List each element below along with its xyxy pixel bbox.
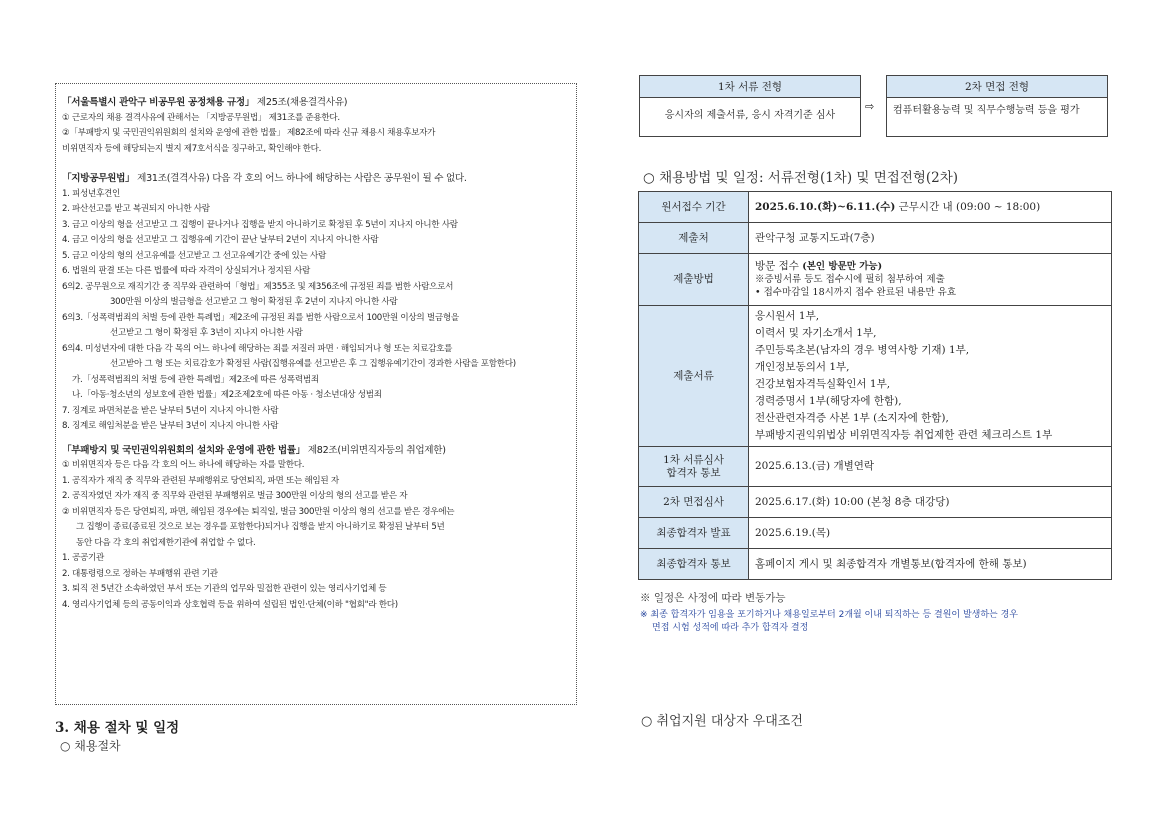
sec2-line: 3. 금고 이상의 형을 선고받고 그 집행이 끝나거나 집행을 받지 아니하기로 확정된 후 5년이 지나지 아니한 사람 [62, 219, 458, 230]
sec3-line: ① 비위면직자 등은 다음 각 호의 어느 하나에 해당하는 자를 말한다. [62, 460, 305, 470]
sec2-line: 가.「성폭력범죄의 처벌 등에 관한 특례법」제2조에 따른 성폭력범죄 [72, 374, 319, 385]
table-row [639, 254, 1112, 306]
row-key: 최종합격자 발표 [639, 518, 749, 549]
note-line: ※ 최종 합격자가 임용을 포기하거나 채용일로부터 2개월 이내 퇴직하는 등 결원이 발생하는 경우 [640, 610, 1018, 620]
sec2-line: 4. 금고 이상의 형을 선고받고 그 집행유예 기간이 끝난 날부터 2년이 지나지 아니한 사람 [62, 235, 379, 245]
method-note: (본인 방문만 가능) [802, 261, 883, 272]
method-line [755, 260, 1105, 273]
sec3-line: 그 집행이 종료(종료된 것으로 보는 경우를 포함한다)되거나 집행을 받지 아니하기로 확정된 날부터 5년 [76, 522, 445, 532]
row-key: 제출처 [639, 223, 749, 254]
row-value: 2025.6.17.(화) 10:00 (본청 8층 대강당) [749, 487, 1112, 518]
flow-step-1-title: 1차 서류 전형 [640, 76, 860, 98]
receipt-hours: 근무시간 내 (09:00 ~ 18:00) [895, 200, 1041, 213]
doc-item: 경력증명서 1부(해당자에 한함), [755, 395, 902, 407]
sec2-line: 5. 금고 이상의 형의 선고유예를 선고받고 그 선고유예기간 중에 있는 사람 [62, 250, 326, 261]
row-key: 최종합격자 통보 [639, 549, 749, 580]
row-value [749, 192, 1112, 223]
row-key: 제출서류 [639, 306, 749, 447]
row-key: 제출방법 [639, 254, 749, 306]
method-line: ※증빙서류 등도 접수시에 필히 첨부하여 제출 [755, 274, 945, 285]
flow-step-2 [886, 75, 1108, 137]
support-title: ○ 취업지원 대상자 우대조건 [641, 714, 803, 729]
sec2-line: 8. 징계로 해임처분을 받은 날부터 3년이 지나지 아니한 사람 [62, 421, 279, 431]
sec2-line: 7. 징계로 파면처분을 받은 날부터 5년이 지나지 아니한 사람 [62, 405, 279, 416]
method-main: 방문 접수 [755, 260, 803, 272]
sec3-title: 「부패방지 및 국민권익위원회의 설치와 운영에 관한 법률」 [62, 444, 306, 456]
method-line: • 접수마감일 18시까지 접수 완료된 내용만 유효 [755, 287, 956, 298]
sec2-line: 6. 법원의 판결 또는 다른 법률에 따라 자격이 상실되거나 정지된 사람 [62, 266, 310, 276]
sec1-line: ① 근로자의 채용 결격사유에 관해서는 「지방공무원법」 제31조를 준용한다. [62, 112, 340, 123]
doc-item: 개인정보동의서 1부, [755, 361, 850, 373]
sec2-line: 나.「아동·청소년의 성보호에 관한 법률」제2조제2호에 따른 아동 · 청소년대상 성범죄 [72, 390, 382, 400]
row-value [749, 306, 1112, 447]
sec2-title: 「지방공무원법」 [62, 173, 135, 184]
row-key: 원서접수 기간 [639, 192, 749, 223]
sec3-line: 2. 대통령령으로 정하는 부패행위 관련 기관 [62, 568, 218, 579]
sec2-line: 6의2. 공무원으로 재직기간 중 직무와 관련하여「형법」제355조 및 제356조에 규정된 죄를 범한 사람으로서 [62, 281, 454, 292]
table-row [639, 549, 1112, 580]
sec3-line: 1. 공공기관 [62, 553, 105, 563]
doc-item: 이력서 및 자기소개서 1부, [755, 327, 877, 339]
row-value: 2025.6.13.(금) 개별연락 [749, 447, 1112, 487]
row-key-line: 합격자 통보 [666, 466, 721, 479]
sec2-line: 선고받고 그 형이 확정된 후 3년이 지나지 아니한 사람 [110, 328, 303, 338]
row-value: 홈페이지 게시 및 최종합격자 개별통보(합격자에 한해 통보) [749, 549, 1112, 580]
sec2-line: 6의3.「성폭력범죄의 처벌 등에 관한 특례법」제2조에 규정된 죄를 범한 사람으로서 100만원 이상의 벌금형을 [62, 312, 459, 323]
receipt-dates: 2025.6.10.(화)~6.11.(수) [755, 200, 896, 213]
table-row [639, 518, 1112, 549]
doc-item: 응시원서 1부, [755, 310, 820, 322]
row-key-line: 1차 서류심사 [663, 453, 724, 466]
sec3-line: 동안 다음 각 호의 취업제한기관에 취업할 수 없다. [76, 537, 256, 548]
doc-item: 부패방지권익위법상 비위면직자등 취업제한 관련 체크리스트 1부 [755, 429, 1053, 441]
note-line: 면접 시험 성적에 따라 추가 합격자 결정 [652, 623, 809, 633]
sec3-line: 1. 공직자가 재직 중 직무와 관련된 부패행위로 당연퇴직, 파면 또는 해임된 자 [62, 475, 339, 486]
sec3-line: ② 비위면직자 등은 당연퇴직, 파면, 해임된 경우에는 퇴직일, 벌금 300만원 이상의 형의 선고를 받은 경우에는 [62, 506, 455, 517]
sec1-line: 비위면직자 등에 해당되는지 별지 제7호서식을 징구하고, 확인해야 한다. [62, 143, 322, 154]
row-value: 2025.6.19.(목) [749, 518, 1112, 549]
sec2-line: 300만원 이상의 벌금형을 선고받고 그 형이 확정된 후 2년이 지나지 아니한 사람 [110, 297, 398, 307]
table-row [639, 447, 1112, 487]
row-key [639, 447, 749, 487]
sec2-title-rest: 제31조(결격사유) 다음 각 호의 어느 하나에 해당하는 사람은 공무원이 될 수 없다. [134, 173, 467, 184]
table-row [639, 306, 1112, 447]
table-row [639, 487, 1112, 518]
row-key: 2차 면접심사 [639, 487, 749, 518]
process-subtitle: ○ 채용절차 [60, 739, 121, 753]
schedule-note: ※ 일정은 사정에 따라 변동가능 [640, 592, 786, 604]
row-value [749, 254, 1112, 306]
doc-item: 전산관련자격증 사본 1부 (소지자에 한함), [755, 412, 949, 424]
flow-step-2-desc: 컴퓨터활용능력 및 직무수행능력 등을 평가 [893, 105, 1080, 116]
sec1-line: ②「부패방지 및 국민권익위원회의 설치와 운영에 관한 법률」 제82조에 따라 신규 채용시 채용후보자가 [62, 128, 436, 138]
section-3-title: 3. 채용 절차 및 일정 [55, 720, 180, 736]
sec1-title-rest: 제25조(채용결격사유) [254, 97, 348, 108]
row-value: 관악구청 교통지도과(7층) [749, 223, 1112, 254]
sec2-line: 2. 파산선고를 받고 복권되지 아니한 사람 [62, 204, 210, 214]
schedule-table [638, 191, 1112, 580]
sec2-heading [62, 171, 570, 187]
flow-arrow-icon: ⇨ [865, 100, 875, 113]
legal-excerpt-box [55, 83, 577, 705]
doc-item: 건강보험자격득실확인서 1부, [755, 378, 891, 390]
sec3-line: 3. 퇴직 전 5년간 소속하였던 부서 또는 기관의 업무와 밀접한 관련이 있는 영리사기업체 등 [62, 584, 387, 594]
additional-pass-note [640, 609, 1120, 635]
flow-step-1 [639, 75, 861, 137]
table-row [639, 192, 1112, 223]
flow-step-1-desc: 응시자의 제출서류, 응시 자격기준 심사 [664, 110, 836, 121]
sec3-heading [62, 443, 570, 459]
doc-item: 주민등록초본(남자의 경우 병역사항 기재) 1부, [755, 344, 970, 356]
sec1-title: 「서울특별시 관악구 비공무원 공정채용 규정」 [62, 97, 255, 108]
schedule-title: ○ 채용방법 및 일정: 서류전형(1차) 및 면접전형(2차) [643, 170, 959, 186]
table-row [639, 223, 1112, 254]
sec3-line: 4. 영리사기업체 등의 공동이익과 상호협력 등을 위하여 설립된 법인·단체(이하 "협회"라 한다) [62, 599, 398, 610]
sec2-line: 선고받아 그 형 또는 치료감호가 확정된 사람(집행유예를 선고받은 후 그 집행유예기간이 경과한 사람을 포함한다) [110, 359, 516, 369]
sec3-line: 2. 공직자였던 자가 재직 중 직무와 관련된 부패행위로 벌금 300만원 이상의 형의 선고를 받은 자 [62, 491, 408, 501]
flow-step-2-title: 2차 면접 전형 [887, 76, 1107, 98]
sec2-line: 6의4. 미성년자에 대한 다음 각 목의 어느 하나에 해당하는 죄를 저질러 파면 · 해임되거나 형 또는 치료감호를 [62, 343, 453, 354]
sec1-heading [62, 95, 570, 111]
sec3-title-rest: 제82조(비위면직자등의 취업제한) [305, 444, 446, 456]
sec2-line: 1. 피성년후견인 [62, 188, 121, 199]
